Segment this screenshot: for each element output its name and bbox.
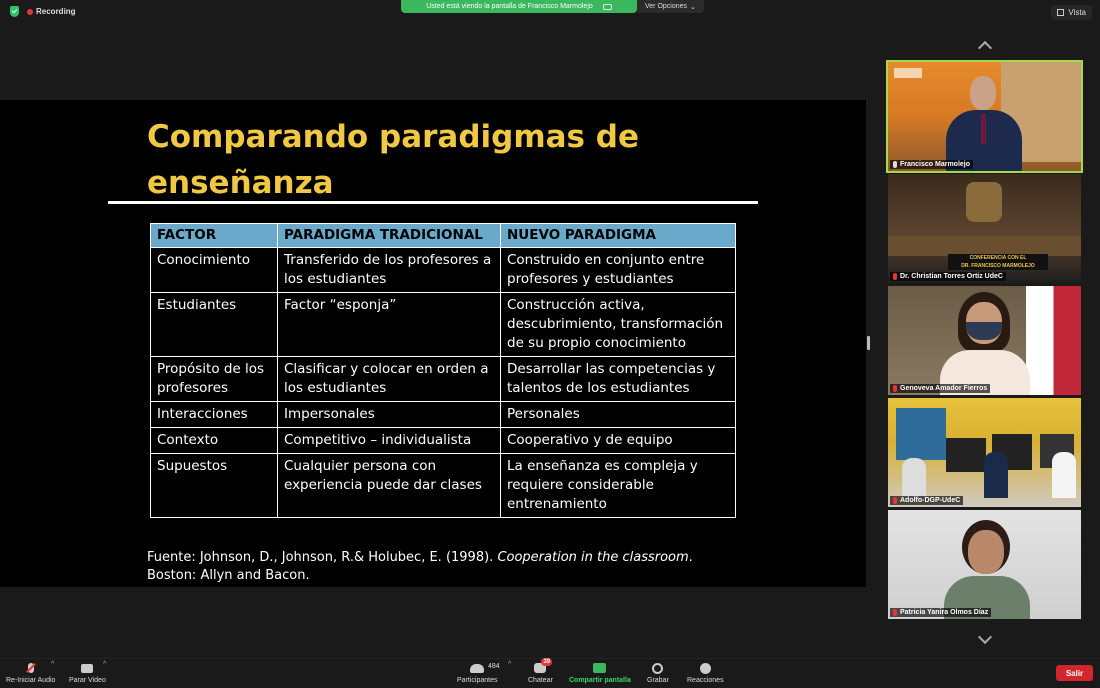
panel-resize-handle[interactable] [867, 336, 870, 350]
table-cell: Construcción activa, descubrimiento, transformación de su propio conocimiento [501, 293, 736, 357]
table-cell: Construido en conjunto entre profesores y estudiantes [501, 248, 736, 293]
video-background [888, 236, 1081, 256]
chevron-down-icon: ⌄ [690, 3, 696, 11]
participant-video [902, 458, 926, 498]
table-cell: Desarrollar las competencias y talentos de los estudiantes [501, 357, 736, 402]
table-cell: Cooperativo y de equipo [501, 428, 736, 454]
table-row [151, 248, 736, 293]
table-cell: Contexto [151, 428, 278, 454]
table-row [151, 293, 736, 357]
meeting-status [10, 6, 76, 17]
share-screen-icon [593, 663, 606, 673]
participant-tile[interactable] [888, 510, 1081, 619]
participant-name-tag [890, 384, 990, 393]
reactions-icon [700, 663, 711, 674]
view-label: Vista [1068, 8, 1086, 17]
restart-audio-button[interactable] [6, 662, 55, 684]
table-header: FACTOR [151, 224, 278, 248]
share-screen-button[interactable] [569, 662, 631, 684]
table-cell: Cualquier persona con experiencia puede dar clases [278, 454, 501, 518]
participant-name-tag [890, 160, 973, 169]
background-logo [894, 68, 922, 78]
mic-muted-icon [893, 273, 897, 280]
participant-name-tag [890, 496, 963, 505]
table-cell: Personales [501, 402, 736, 428]
table-row [151, 357, 736, 402]
slide-title-line1: Comparando paradigmas de [147, 119, 640, 155]
scroll-up-chevron-icon[interactable] [976, 40, 994, 50]
title-divider [108, 201, 758, 204]
participant-tile[interactable] [888, 286, 1081, 395]
shared-screen [0, 100, 866, 587]
participant-video-face [970, 76, 996, 110]
participant-name: Dr. Christian Torres Ortiz UdeC [900, 273, 1003, 280]
table-cell: Impersonales [278, 402, 501, 428]
reactions-label: Reacciones [687, 677, 724, 684]
recording-label: Recording [36, 7, 76, 16]
participants-count: 484 [488, 663, 500, 670]
participant-name: Genoveva Amador Fierros [900, 385, 988, 392]
participant-name-tag [890, 608, 991, 617]
participant-name-tag [890, 272, 1006, 281]
table-header: PARADIGMA TRADICIONAL [278, 224, 501, 248]
video-banner-line2: DR. FRANCISCO MARMOLEJO [961, 263, 1035, 269]
record-button[interactable] [647, 662, 669, 684]
participant-video [1052, 452, 1076, 498]
table-cell: Estudiantes [151, 293, 278, 357]
mic-muted-icon [893, 385, 897, 392]
participant-name: Patricia Yanira Olmos Díaz [900, 609, 989, 616]
view-options-label: Ver Opciones [645, 3, 688, 10]
chat-label: Chatear [528, 677, 553, 684]
table-cell: La enseñanza es compleja y requiere considerable entrenamiento [501, 454, 736, 518]
slide-title [147, 114, 667, 206]
participant-video-detail [981, 114, 986, 144]
table-cell: Factor “esponja” [278, 293, 501, 357]
video-background-seal [966, 182, 1002, 222]
video-background-flag [1026, 286, 1081, 395]
screen-share-banner [401, 0, 637, 13]
share-status-icon [603, 4, 612, 10]
table-cell: Supuestos [151, 454, 278, 518]
restart-audio-label: Re-Iniciar Audio [6, 677, 56, 684]
stop-video-label: Parar Video [69, 677, 106, 684]
mic-muted-icon [893, 497, 897, 504]
table-cell: Propósito de los profesores [151, 357, 278, 402]
table-row [151, 454, 736, 518]
table-header: NUEVO PARADIGMA [501, 224, 736, 248]
table-cell: Interacciones [151, 402, 278, 428]
chat-button[interactable] [528, 659, 553, 684]
source-title: Cooperation in the classroom [497, 550, 689, 565]
participants-label: Participantes [457, 677, 498, 684]
table-row [151, 402, 736, 428]
mic-muted-icon [28, 663, 34, 673]
table-cell: Clasificar y colocar en orden a los estudiantes [278, 357, 501, 402]
participant-video [984, 452, 1008, 498]
participant-name: Francisco Marmolejo [900, 161, 971, 168]
slide-source-citation [147, 549, 747, 585]
participant-tile-active-speaker[interactable] [886, 60, 1083, 173]
table-cell: Competitivo – individualista [278, 428, 501, 454]
video-background [896, 408, 946, 460]
chat-unread-badge: 39 [543, 659, 551, 665]
source-prefix: Fuente: Johnson, D., Johnson, R.& Holubec, E. (1998). [147, 550, 498, 565]
video-options-caret-icon[interactable]: ^ [103, 661, 107, 668]
recording-indicator[interactable] [27, 7, 76, 16]
share-banner-text: Usted está viendo la pantalla de Francisco Marmolejo [426, 3, 593, 10]
table-header-row [151, 224, 736, 248]
slide-title-line2: enseñanza [147, 165, 334, 201]
view-button[interactable] [1051, 5, 1092, 20]
mic-on-icon [893, 161, 897, 168]
audio-options-caret-icon[interactable]: ^ [51, 661, 55, 668]
stop-video-button[interactable] [69, 662, 106, 684]
participants-icon [470, 664, 484, 673]
scroll-down-chevron-icon[interactable] [976, 634, 994, 644]
table-row [151, 428, 736, 454]
leave-button[interactable]: Salir [1056, 665, 1093, 681]
participant-tile[interactable] [888, 398, 1081, 507]
recording-dot-icon [27, 9, 33, 15]
paradigm-table [150, 223, 736, 518]
grid-view-icon [1057, 9, 1064, 16]
video-banner [948, 254, 1048, 270]
participants-options-caret-icon[interactable]: ^ [508, 661, 512, 668]
participant-name: Adolfo-DGP-UdeC [900, 497, 961, 504]
camera-icon [81, 664, 93, 673]
meeting-toolbar [0, 658, 1100, 688]
mic-muted-icon [893, 609, 897, 616]
participant-video-face [968, 530, 1004, 574]
record-icon [652, 663, 663, 674]
video-banner-line1: CONFERENCIA CON EL [969, 255, 1027, 261]
video-background-detail [946, 438, 986, 472]
table-cell: Conocimiento [151, 248, 278, 293]
source-suffix: . [688, 550, 693, 565]
source-publisher: Boston: Allyn and Bacon. [147, 568, 310, 583]
security-shield-icon[interactable] [10, 6, 19, 17]
share-screen-label: Compartir pantalla [569, 677, 631, 684]
reactions-button[interactable] [687, 662, 724, 684]
table-cell: Transferido de los profesores a los estudiantes [278, 248, 501, 293]
record-label: Grabar [647, 677, 669, 684]
view-options-button[interactable] [637, 0, 704, 13]
participant-tile[interactable] [888, 174, 1081, 283]
